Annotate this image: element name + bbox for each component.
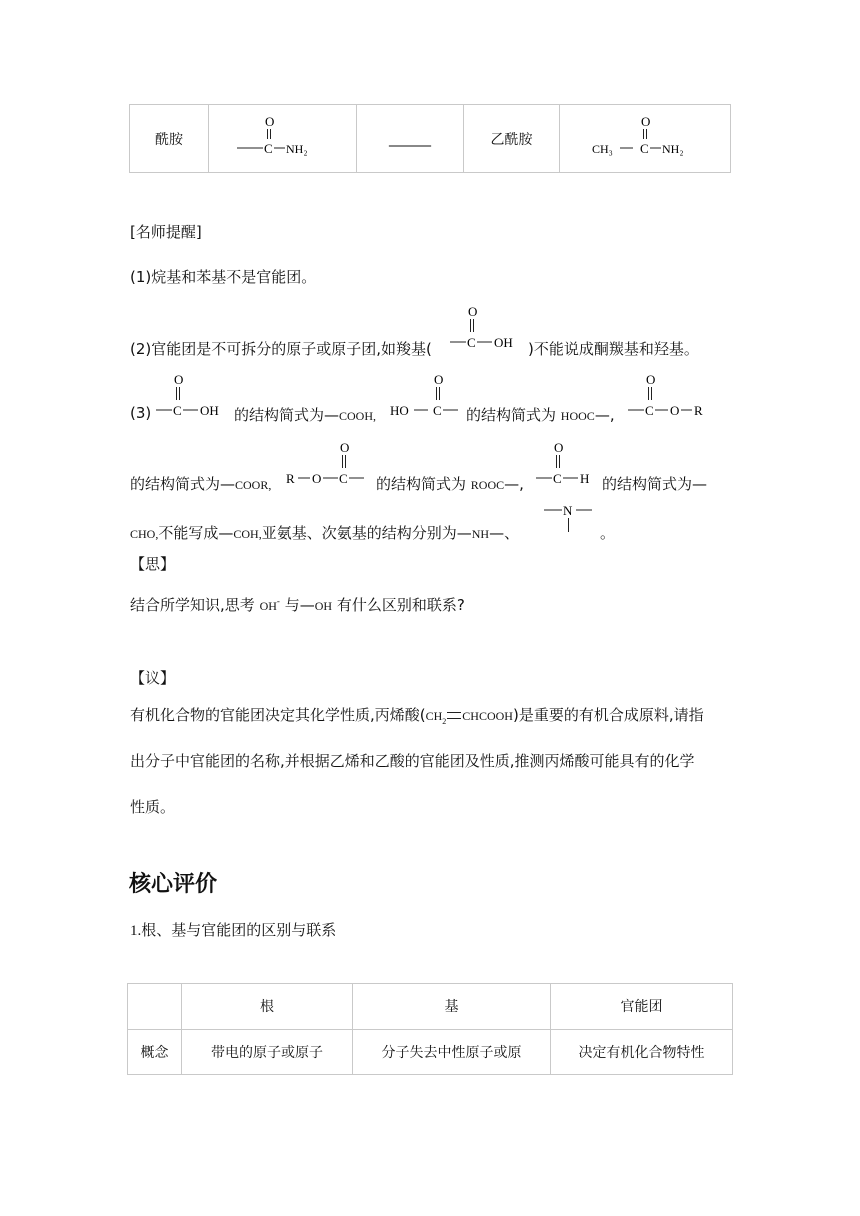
struct-nh2: NH₂ — [662, 141, 684, 156]
discuss-line-3: 性质。 — [130, 798, 176, 816]
table-cell: 决定有机化合物特性 — [551, 1029, 733, 1075]
cho-structure — [534, 436, 598, 488]
amide-name: 酰胺 — [155, 131, 183, 148]
svg-text:H: H — [580, 471, 590, 486]
example-name-cell — [464, 105, 560, 173]
svg-text:C: C — [467, 335, 476, 350]
discuss-line-1: 有机化合物的官能团决定其化学性质,丙烯酸($CH_2$ CHCOOH)是重要的有机合成原料,请指 — [130, 706, 704, 726]
reminder-point-3-prefix: (3) — [130, 404, 152, 422]
reminder-point-3-text-6: CHO,不能写成—COH,亚氨基、次氨基的结构分别为—NH—、 — [130, 524, 520, 542]
svg-text:C: C — [645, 403, 654, 418]
blank-line: ______ — [389, 130, 431, 147]
amide-table — [129, 104, 731, 173]
svg-text:O: O — [468, 304, 478, 319]
struct-ch3: CH₃ — [592, 141, 613, 156]
svg-text:O: O — [434, 372, 444, 387]
svg-text:C: C — [433, 403, 442, 418]
think-question: 结合所学知识,思考 OH- 与—OH 有什么区别和联系? — [130, 596, 465, 614]
svg-text:R: R — [286, 471, 295, 486]
svg-text:OH: OH — [200, 403, 219, 418]
reminder-point-3-text-2: 的结构简式为 HOOC—, — [466, 406, 615, 424]
table-header-root: 根 — [182, 984, 353, 1030]
amide-name-cell — [130, 105, 209, 173]
svg-text:O: O — [670, 403, 680, 418]
svg-text:O: O — [554, 440, 564, 455]
svg-text:O: O — [174, 372, 184, 387]
reminder-heading: [名师提醒] — [130, 223, 202, 241]
table-row — [128, 1029, 733, 1075]
svg-text:C: C — [173, 403, 182, 418]
svg-text:C: C — [553, 471, 562, 486]
svg-text:O: O — [340, 440, 350, 455]
reminder-point-3-text: 的结构简式为—COOH, — [234, 406, 377, 424]
table-header-group: 基 — [353, 984, 551, 1030]
acetamide-structure — [590, 111, 700, 163]
svg-text:R: R — [694, 403, 703, 418]
svg-text:C: C — [339, 471, 348, 486]
carboxyl-structure — [446, 300, 522, 352]
reminder-point-2a: (2)官能团是不可拆分的原子或原子团,如羧基( — [130, 340, 432, 358]
comparison-table — [127, 983, 733, 1075]
reminder-point-3-text-4: 的结构简式为 ROOC—, — [376, 475, 524, 493]
amide-structure-cell — [209, 105, 357, 173]
struct-c: C — [640, 140, 649, 156]
struct-o: O — [641, 113, 651, 129]
example-name: 乙酰胺 — [490, 131, 533, 148]
struct-nh2: NH₂ — [285, 141, 308, 156]
hooc-structure — [388, 368, 462, 420]
discuss-heading: 【议】 — [130, 669, 176, 687]
reminder-point-1: (1)烷基和苯基不是官能团。 — [130, 268, 317, 286]
section-subtitle: 1.根、基与官能团的区别与联系 — [130, 921, 337, 939]
table-cell: 带电的原子或原子 — [182, 1029, 353, 1075]
svg-text:O: O — [646, 372, 656, 387]
table-cell: 分子失去中性原子或原 — [353, 1029, 551, 1075]
reminder-point-3-text-5: 的结构简式为— — [602, 475, 708, 493]
svg-text:O: O — [312, 471, 322, 486]
section-title: 核心评价 — [129, 872, 218, 897]
table-header-functional-group: 官能团 — [551, 984, 733, 1030]
tertiary-amino-structure — [540, 498, 600, 538]
cooh-structure — [152, 368, 230, 420]
discuss-line-2: 出分子中官能团的名称,并根据乙烯和乙酸的官能团及性质,推测丙烯酸可能具有的化学 — [130, 752, 695, 770]
rooc-structure — [284, 436, 374, 488]
reminder-point-3-end: 。 — [600, 524, 616, 542]
struct-o: O — [264, 113, 274, 129]
svg-text:OH: OH — [494, 335, 513, 350]
table-header-empty — [128, 984, 182, 1030]
example-structure-cell — [560, 105, 731, 173]
table-cell: 概念 — [128, 1029, 182, 1075]
coor-structure — [626, 368, 716, 420]
svg-text:N: N — [563, 503, 573, 518]
blank-cell — [357, 105, 464, 173]
struct-c: C — [263, 140, 273, 156]
svg-text:HO: HO — [390, 403, 409, 418]
think-heading: 【思】 — [130, 555, 176, 573]
amide-group-structure — [233, 111, 333, 163]
reminder-point-3-text-3: 的结构简式为—COOR, — [130, 475, 272, 493]
reminder-point-2b: )不能说成酮羰基和羟基。 — [528, 340, 699, 358]
